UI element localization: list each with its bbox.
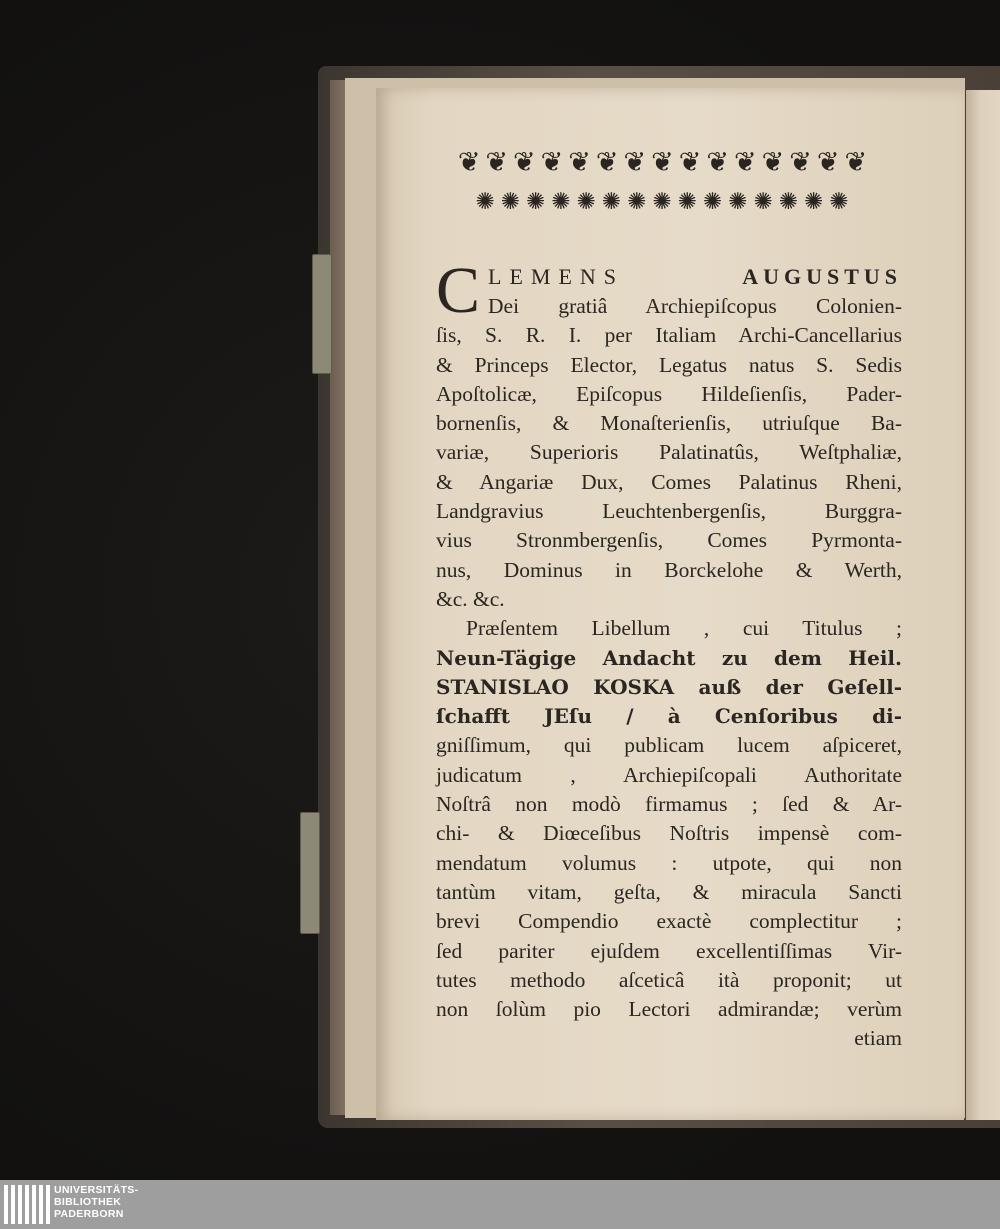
facing-page-edge xyxy=(966,90,1000,1120)
text-line: brevi Compendio exactè complectitur ; xyxy=(436,909,902,934)
text-line: chi- & Diœceſibus Noſtris impensè com- xyxy=(436,821,902,846)
text-line: Landgravius Leuchtenbergenſis, Burggra- xyxy=(436,499,902,524)
text-line: Noſtrâ non modò firmamus ; ſed & Ar- xyxy=(436,792,902,817)
text-line-fraktur: STANISLAO KOSKA auß der Geſell- xyxy=(436,674,902,699)
heading-rest: LEMENS xyxy=(488,264,624,289)
text-line: vius Stronmbergenſis, Comes Pyrmonta- xyxy=(436,528,902,553)
drop-capital: C xyxy=(436,254,481,327)
heading-name: AUGUSTUS xyxy=(742,264,902,289)
clasp-top xyxy=(312,254,332,374)
text-line-fraktur: ſchafft JEſu / à Cenſoribus di- xyxy=(436,704,902,729)
heading-line xyxy=(488,262,902,292)
printers-ornament-band xyxy=(432,142,898,226)
catchword: etiam xyxy=(854,1026,902,1051)
logo-line: UNIVERSITÄTS- xyxy=(54,1184,139,1196)
text-line: mendatum volumus : utpote, qui non xyxy=(436,850,902,875)
logo-line: BIBLIOTHEK xyxy=(54,1196,122,1208)
ornament-row-rosettes: ✺✺✺✺✺✺✺✺✺✺✺✺✺✺✺ xyxy=(475,189,855,215)
page-text xyxy=(436,254,902,1054)
text-line: variæ, Superioris Palatinatûs, Weſtphaliæ, xyxy=(436,440,902,465)
text-line: non ſolùm pio Lectori admirandæ; verùm xyxy=(436,997,902,1022)
text-line: tantùm vitam, geſta, & miracula Sancti xyxy=(436,879,902,904)
text-line: bornenſis, & Monaſterienſis, utriuſque Ba- xyxy=(436,411,902,436)
text-line: judicatum , Archiepiſcopali Authoritate xyxy=(436,762,902,787)
library-footer-bar xyxy=(0,1180,1000,1229)
text-line: &c. &c. xyxy=(436,586,505,611)
ornament-row-fleurons: ❦❦❦❦❦❦❦❦❦❦❦❦❦❦❦ xyxy=(457,147,873,178)
text-line: ſis, S. R. I. per Italiam Archi-Cancellarius xyxy=(436,323,902,348)
logo-line: PADERBORN xyxy=(54,1208,124,1220)
library-logo-icon xyxy=(4,1185,50,1224)
clasp-bottom xyxy=(300,812,320,934)
text-line: ſed pariter ejuſdem excellentiſſimas Vir- xyxy=(436,938,902,963)
text-line: tutes methodo aſceticâ ità proponit; ut xyxy=(436,967,902,992)
text-line: gniſſimum, qui publicam lucem aſpiceret, xyxy=(436,733,902,758)
text-line: nus, Dominus in Borckelohe & Werth, xyxy=(436,557,902,582)
text-line-fraktur: Neun-Tägige Andacht zu dem Heil. xyxy=(436,645,902,670)
library-logo-text xyxy=(54,1184,138,1220)
text-line: & Princeps Elector, Legatus natus S. Sedis xyxy=(436,352,902,377)
text-line: Apoſtolicæ, Epiſcopus Hildeſienſis, Pader- xyxy=(436,381,902,406)
text-line: Præſentem Libellum , cui Titulus ; xyxy=(466,616,902,641)
text-line: Dei gratiâ Archiepiſcopus Colonien- xyxy=(488,294,902,318)
text-line: & Angariæ Dux, Comes Palatinus Rheni, xyxy=(436,469,902,494)
